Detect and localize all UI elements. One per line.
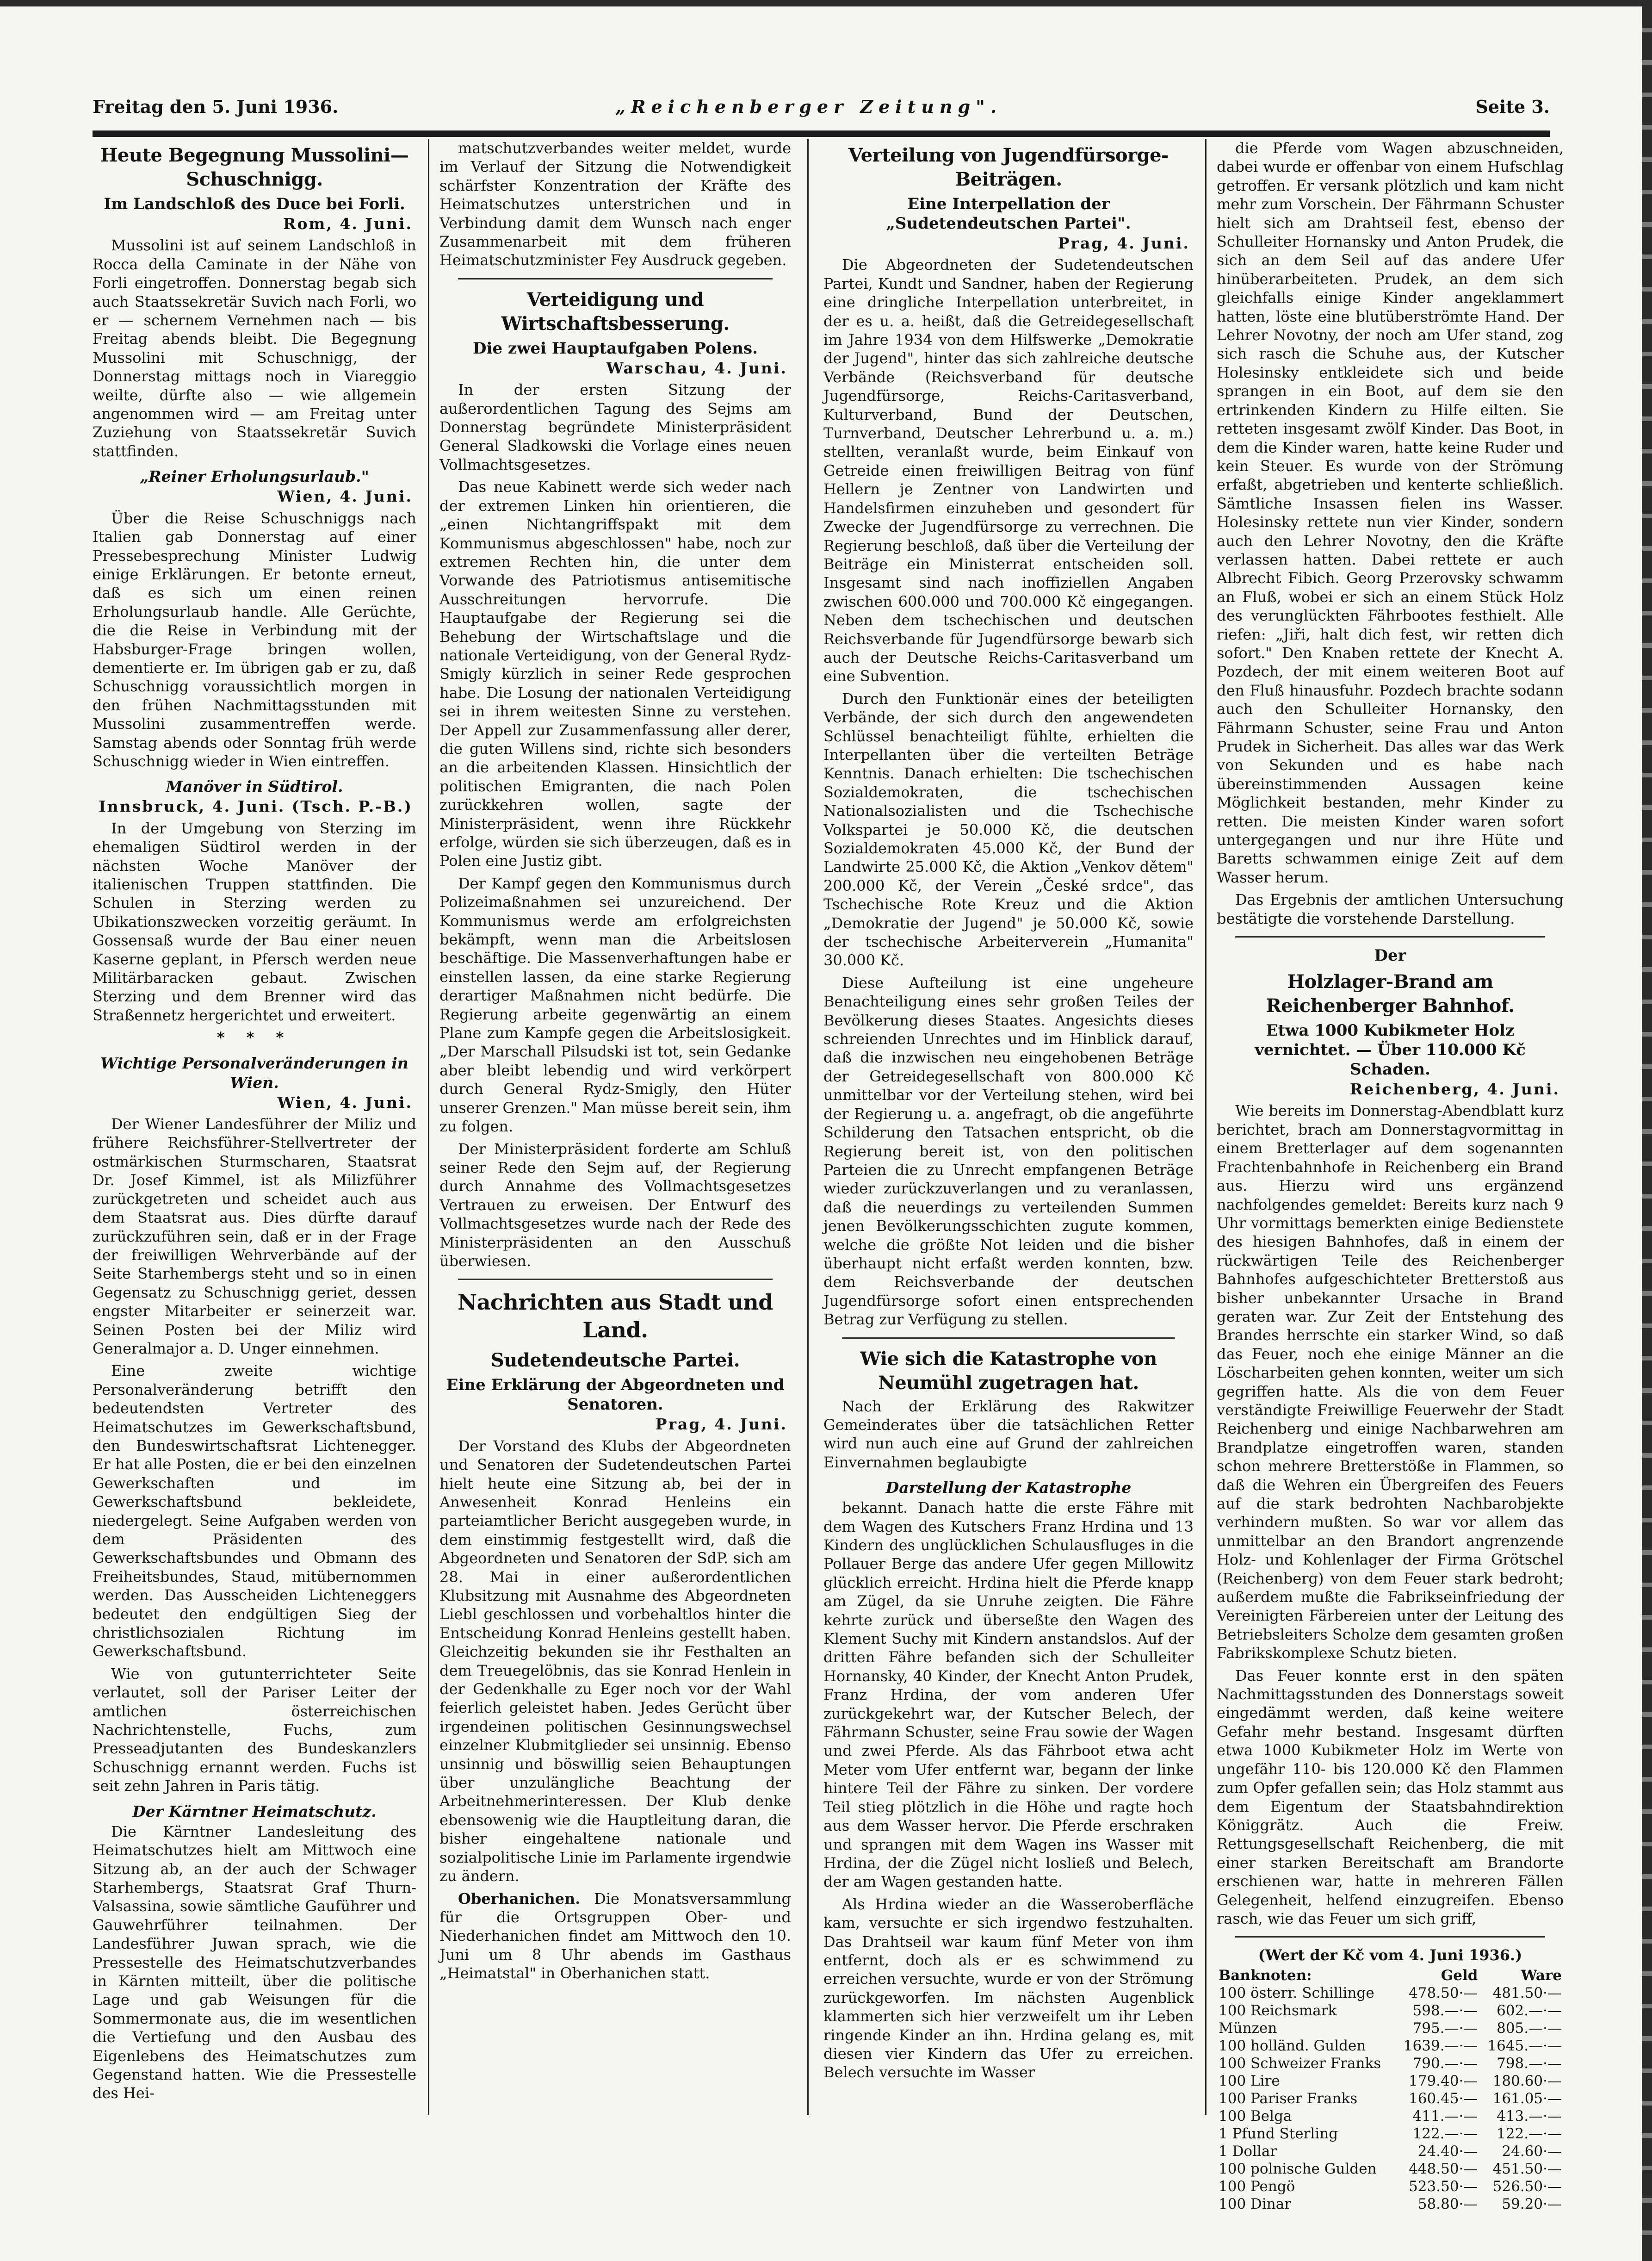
rate-buy: 790.—·— (1412, 2055, 1478, 2072)
rate-sell: 526.50·— (1492, 2178, 1562, 2195)
currency-name: 100 Pariser Franks (1219, 2090, 1358, 2107)
article-dateline: Wien, 4. Juni. (277, 1093, 413, 1112)
article-paragraph: Mussolini ist auf seinem Landschloß in Rocca della Caminate in der Nähe von Forli eingetroffen. Donnerstag begab sich auch Staatssekretär Suvich nach Forli, wo er — schernem Vernehmen nach — bis Freitag abends bleibt. Die Begegnung Mussolini mit Schuschnigg, der Donnerstag mittags noch in Viareggio weilte, dürfte also — wie allgemein angenommen wird — am Freitag unter Zuziehung von Staatssekretär Suvich stattfinden. (93, 236, 416, 460)
exchange-rates-header: Ware (1521, 1967, 1562, 1984)
column-3 (823, 139, 1194, 2115)
article-dateline: Innsbruck, 4. Juni. (Tsch. P.-B.) (99, 797, 413, 816)
rate-sell: 805.—·— (1497, 2019, 1562, 2037)
section-heading: Nachrichten aus Stadt und Land. (458, 1290, 773, 1343)
rate-sell: 798.—·— (1497, 2055, 1562, 2072)
article-separator (1235, 1936, 1545, 1938)
article-paragraph: Das Ergebnis der amtlichen Untersuchung bestätigte die vorstehende Darstellung. (1217, 891, 1564, 927)
article-subheadline: Darstellung der Katastrophe (885, 1478, 1132, 1497)
exchange-rate-row (1217, 2107, 1564, 2125)
rate-buy: 160.45·— (1409, 2090, 1478, 2107)
article-paragraph: Der Wiener Landesführer der Miliz und frühere Reichsführer-Stellvertreter der ostmärkischen Sturmscharen, Staatsrat Dr. Josef Kimmel, ist als Milizführer zurückgetreten und scheidet auch aus dem Staatsrat aus. Dies dürfte darauf zurückzuführen sein, daß er in der Frage der freiwilligen Wehrverbände auf der Seite Starhembergs steht und so in einen Gegensatz zu Schuschnigg geriet, dessen engster Mitarbeiter er seinerzeit war. Seinen Posten bei der Miliz wird Generalmajor a. D. Unger einnehmen. (93, 1115, 416, 1357)
article-dateline: Wien, 4. Juni. (277, 487, 413, 506)
currency-name: 100 holländ. Gulden (1219, 2037, 1366, 2054)
article-paragraph: Eine zweite wichtige Personalveränderung betrifft den bedeutendsten Vertreter des Heimatschutzes im Gewerkschaftsbund, den Bundeswirtschaftsrat Lichtenegger. Er hat alle Posten, die er bei den einzelnen Gewerkschaften und im Gewerkschaftsbund bekleidete, niedergelegt. Seine Aufgaben werden von dem Präsidenten des Gewerkschaftsbundes und Obmann des Freiheitsbundes, Staud, mitübernommen werden. Das Ausscheiden Lichteneggers bedeutet den endgültigen Sieg der christlichsozialen Richtung im Gewerkschaftsbund. (93, 1362, 416, 1660)
rate-sell: 24.60·— (1502, 2143, 1562, 2160)
article-dateline: Reichenberg, 4. Juni. (1349, 1080, 1560, 1099)
article-dateline: Prag, 4. Juni. (1058, 234, 1190, 252)
article-paragraph: Der Vorstand des Klubs der Abgeordneten und Senatoren der Sudetendeutschen Partei hielt heute eine Sitzung ab, bei der in Anwesenheit Konrad Henleins ein parteiamtlicher Bericht ausgegeben wurde, in dem einstimmig festgestellt wird, daß die Abgeordneten und Senatoren der SdP. sich am 28. Mai in einer außerordentlichen Klubsitzung mit Ausnahme des Abgeordneten Liebl geschlossen und vorbehaltlos hinter die Entscheidung Konrad Henleins gestellt haben. Gleichzeitig bekunden sie ihr Festhalten an dem Treuegelöbnis, das sie Konrad Henlein in der Gedenkhalle zu Eger noch vor der Wahl feierlich geleistet haben. Jedes Gerücht über irgendeinen politischen Gesinnungswechsel einzelner Klubmitglieder sei unsinnig. Ebenso unsinnig und böswillig seien Behauptungen über unzulängliche Beachtung der Arbeitnehmerinteressen. Der Klub denke ebensowenig wie die Hauptleitung daran, die bisher eingehaltene nationale und sozialpolitische Linie im Parlamente irgendwie zu ändern. (439, 1437, 791, 1885)
article-subheadline: Etwa 1000 Kubikmeter Holz vernichtet. — Über 110.000 Kč Schaden. (1255, 1021, 1526, 1079)
rate-buy: 411.—·— (1412, 2107, 1478, 2124)
column-divider (807, 139, 809, 2115)
article-separator (458, 1279, 773, 1280)
article-paragraph: Nach der Erklärung des Rakwitzer Gemeinderates über die tatsächlichen Retter wird nun auch eine auf Grund der zahlreichen Einvernahmen beglaubigte (823, 1397, 1194, 1471)
article-paragraph: Die Abgeordneten der Sudetendeutschen Partei, Kundt und Sandner, haben der Regierung eine dringliche Interpellation unterbreitet, in der es u. a. heißt, daß die Getreidegesellschaft im Jahre 1934 von dem Hilfswerke „Demokratie der Jugend", hinter das sich zahlreiche deutsche Verbände (Reichsverband für deutsche Jugendfürsorge, Reichs-Caritasverband, Kulturverband, Bund der Deutschen, Turnverband, Deutscher Lehrerbund u. a. m.) stellten, veranlaßt wurde, beim Einkauf von Getreide einen freiwilligen Beitrag von fünf Hellern je Zentner von Landwirten und Handelsfirmen einzuheben und gesondert für Zwecke der Jugendfürsorge zu verrechnen. Die Regierung beschloß, daß über die Verteilung der Beiträge ein Ministerrat entscheiden soll. Insgesamt sind nach inoffiziellen Angaben zwischen 600.000 und 700.000 Kč eingegangen. Neben dem tschechischen und deutschen Reichsverbande für Jugendfürsorge bewarb sich auch der Deutsche Reichs-Caritasverband um eine Subvention. (823, 256, 1194, 685)
currency-name: Münzen (1219, 2019, 1277, 2037)
article-paragraph: Der Ministerpräsident forderte am Schluß seiner Rede den Sejm auf, der Regierung durch Annahme des Vollmachtsgesetzes Vertrauen zu erweisen. Der Entwurf des Vollmachtsgesetzes wurde nach der Rede des Ministerpräsidenten an den Ausschuß überwiesen. (439, 1140, 791, 1270)
article-paragraph: Wie bereits im Donnerstag-Abendblatt kurz berichtet, brach am Donnerstagvormittag in einem Bretterlager auf dem sogenannten Frachtenbahnhofe in Reichenberg ein Brand aus. Hierzu wird uns ergänzend nachfolgendes gemeldet: Bereits kurz nach 9 Uhr vormittags bemerkten einige Bedienstete des hiesigen Bahnhofes, daß in einem der rückwärtigen Teile des Reichenberger Bahnhofes aufgeschichteter Bretterstoß aus bisher unbekannter Ursache in Brand geraten war. Zur Zeit der Entstehung des Brandes herrschte ein starker Wind, so daß das Feuer, noch ehe einige Männer an die Löscharbeiten gehen konnten, weiter um sich gegriffen hatte. Als die von dem Feuer verständigte Freiwillige Feuerwehr der Stadt Reichenberg und einige Nachbarwehren am Brandplatze eingetroffen waren, standen schon mehrere Bretterstöße in Flammen, so daß die Wehren ein Übergreifen des Feuers auf die stark bedrohten Nachbarobjekte verhindern mußten. So war vor allem das unmittelbar an den Brandort angrenzende Holz- und Kohlenlager der Firma Grötschel (Reichenberg) von dem Feuer stark bedroht; außerdem mußte die Fabrikseinfriedung der Vereinigten Färbereien unter der Leitung des Betriebsleiters Scholze dem gesamten großen Fabrikskomplexe Schutz bieten. (1217, 1102, 1564, 1662)
rate-buy: 24.40·— (1417, 2143, 1478, 2160)
article-headline: Holzlager-Brand am Reichenberger Bahnhof. (1266, 971, 1515, 1017)
exchange-rate-row (1217, 2090, 1564, 2107)
rate-buy: 523.50·— (1409, 2178, 1478, 2195)
article-paragraph: Das Feuer konnte erst in den späten Nachmittagsstunden des Donnerstags soweit eingedämmt werden, daß keine weitere Gefahr mehr bestand. Insgesamt dürften etwa 1000 Kubikmeter Holz im Werte von ungefähr 110- bis 120.000 Kč den Flammen zum Opfer gefallen sein; das Holz stammt aus dem Eigentum der Staatsbahndirektion Königgrätz. Auch die Freiw. Rettungsgesellschaft Reichenberg, die mit einer starken Bereitschaft am Brandorte erschienen war, hatte in mehreren Fällen Gelegenheit, helfend einzugreifen. Ebenso rasch, wie das Feuer um sich griff, (1217, 1666, 1564, 1927)
article-paragraph: die Pferde vom Wagen abzuschneiden, dabei wurde er offenbar von einem Hufschlag getroffen. Er versank plötzlich und kam nicht mehr zum Vorschein. Der Fährmann Schuster hielt sich am Drahtseil fest, ebenso der Schulleiter Hornansky und Anton Prudek, die sich an dem Seil auf das andere Ufer hinüberarbeiteten. Prudek, an dem sich gleichfalls einige Kinder angeklammert hatten, löste eine blutüberströmte Hand. Der Lehrer Novotny, der noch am Ufer stand, zog sich rasch die Schuhe aus, der Kutscher Holesinsky entkleidete sich und beide sprangen in ein Boot, auf dem sie den ertrinkenden Kindern zu Hilfe eilten. Sie retteten insgesamt zwölf Kinder. Das Boot, in dem die Kinder waren, hatte keine Ruder und kein Steuer. Es wurde von der Strömung erfaßt, abgetrieben und kenterte schließlich. Sämtliche Insassen fielen ins Wasser. Holesinsky rettete nun vier Kinder, sondern auch den Lehrer Novotny, den die Kräfte verlassen hatten. Dabei rettete er auch Albrecht Fibich. Georg Przerovsky schwamm an Fluß, wobei er sich an einem Stück Holz des verunglückten Fährbootes festhielt. Alle riefen: „Jiři, halt dich fest, wir retten dich sofort." Den Knaben rettete der Knecht A. Pozdech, der mit einem weiteren Boot auf den Fluß hinausfuhr. Pozdech brachte sodann auch den Schulleiter Hornansky, den Fährmann Schuster, seine Frau und Anton Prudek in Sicherheit. Das alles war das Werk von Sekunden und es habe nach übereinstimmenden Aussagen keine Möglichkeit bestanden, mehr Kinder zu retten. Die meisten Kinder waren sofort untergegangen und nur ihre Hüte und Baretts schwammen einige Zeit auf dem Wasser herum. (1217, 139, 1564, 886)
rate-sell: 122.—·— (1497, 2125, 1562, 2142)
rate-sell: 161.05·— (1492, 2090, 1562, 2107)
article-paragraph: Die Kärntner Landesleitung des Heimatschutzes hielt am Mittwoch eine Sitzung ab, an der auch der Schwager Starhembergs, Staatsrat Graf Thurn-Valsassina, sowie sämtliche Gauführer und Gauwehrführer teilnahmen. Der Landesführer Juwan sprach, wie die Pressestelle des Heimatschutzverbandes in Kärnten mitteilt, über die politische Lage und gab Weisungen für die Sommermonate aus, die im wesentlichen die Vertiefung und den Ausbau des Eigenlebens des Heimatschutzes zum Gegenstand hatten. Wie die Pressestelle des Hei- (93, 1822, 416, 2102)
rate-buy: 448.50·— (1409, 2160, 1478, 2177)
exchange-rate-row (1217, 2178, 1564, 2195)
article-kicker: Der (1374, 946, 1406, 965)
article-subheadline: Die zwei Hauptaufgaben Polens. (473, 339, 758, 358)
currency-name: 100 Dinar (1219, 2195, 1292, 2212)
exchange-rates-header-row (1217, 1967, 1564, 1984)
currency-name: 100 Reichsmark (1219, 2002, 1337, 2019)
article-headline: Verteidigung und Wirtschaftsbesserung. (501, 288, 730, 335)
rate-buy: 478.50·— (1409, 1984, 1478, 2001)
rate-buy: 1639.—·— (1403, 2037, 1478, 2054)
article-paragraph: In der ersten Sitzung der außerordentlichen Tagung des Sejms am Donnerstag begründete Ministerpräsident General Sladkowski die Vorlage eines neuen Vollmachtsgesetzes. (439, 381, 791, 473)
article-paragraph: Diese Aufteilung ist eine ungeheure Benachteiligung eines sehr großen Teiles der Bevölkerung dieses Staates. Angesichts dieses schreienden Unrechtes und im Hinblick darauf, daß die inzwischen neu eingehobenen Beträge der Getreidegesellschaft von 800.000 Kč unmittelbar vor der Verteilung stehen, wird bei der Regierung u. a. angefragt, ob die angeführte Schilderung den Tatsachen entspricht, ob die Regierung bereit ist, von den politischen Parteien die zu Unrecht empfangenen Beträge wieder zurückzuverlangen und zu veranlassen, daß die neuerdings zu verteilenden Summen jenen Bevölkerungsschichten zugute kommen, welche die größte Not leiden und die bisher überhaupt nicht erfaßt werden konnten, bzw. dem Reichsverbande der deutschen Jugendfürsorge sofort einen entsprechenden Betrag zur Verfügung zu stellen. (823, 974, 1194, 1329)
rate-buy: 58.80·— (1417, 2195, 1478, 2212)
currency-name: 100 Schweizer Franks (1219, 2055, 1381, 2072)
rate-buy: 795.—·— (1412, 2019, 1478, 2037)
rate-sell: 413.—·— (1497, 2107, 1562, 2124)
rate-sell: 180.60·— (1492, 2072, 1562, 2089)
currency-name: 100 polnische Gulden (1219, 2160, 1377, 2177)
exchange-rate-row (1217, 2125, 1564, 2143)
article-paragraph: Der Kampf gegen den Kommunismus durch Polizeimaßnahmen sei unzureichend. Der Kommunismus werde am erfolgreichsten bekämpft, wenn man die Arbeitslosen beschäftige. Die Massenverhaftungen habe er einstellen lassen, da eine starke Regierung derartiger Maßnahmen nicht bedürfe. Die Regierung arbeite gegenwärtig an einem Plane zum Kampfe gegen die Arbeitslosigkeit. „Der Marschall Pilsudski ist tot, sein Gedanke aber bleibt lebendig und wird verkörpert durch General Rydz-Smigly, den Hüter unserer Grenzen." Man müsse bereit sein, ihm zu folgen. (439, 874, 791, 1136)
exchange-rate-row (1217, 1984, 1564, 2002)
column-divider (428, 139, 429, 2115)
rate-sell: 59.20·— (1502, 2195, 1562, 2212)
column-divider (1205, 139, 1207, 2115)
article-headline: Wie sich die Katastrophe von Neumühl zugetragen hat. (860, 1348, 1157, 1394)
rate-sell: 602.—·— (1497, 2002, 1562, 2019)
currency-name: 100 Belga (1219, 2107, 1292, 2124)
exchange-rate-row (1217, 2072, 1564, 2090)
exchange-rate-row (1217, 2037, 1564, 2055)
exchange-rates-title: (Wert der Kč vom 4. Juni 1936.) (1258, 1946, 1522, 1964)
rate-buy: 122.—·— (1412, 2125, 1478, 2142)
currency-name: 1 Dollar (1219, 2143, 1277, 2160)
rate-sell: 1645.—·— (1487, 2037, 1562, 2054)
currency-name: 100 Lire (1219, 2072, 1280, 2089)
page-header (93, 96, 1550, 125)
rate-buy: 598.—·— (1412, 2002, 1478, 2019)
rate-buy: 179.40·— (1409, 2072, 1478, 2089)
article-dateline: Prag, 4. Juni. (655, 1415, 787, 1434)
article-subheadline: Im Landschloß des Duce bei Forli. (104, 195, 405, 213)
article-dateline: Rom, 4. Juni. (283, 215, 413, 233)
article-separator (458, 278, 773, 280)
currency-name: 1 Pfund Sterling (1219, 2125, 1338, 2142)
article-paragraph: In der Umgebung von Sterzing im ehemaligen Südtirol werden in der nächsten Woche Manöver der italienischen Truppen stattfinden. Die Schulen in Sterzing werden zu Ubikationszwecken vorzeitig geräumt. In Gossensaß wurde der Bau einer neuen Kaserne geplant, in Pfersch werden neue Militärbaracken gebaut. Zwischen Sterzing und dem Brenner wird das Straßennetz hergerichtet und erweitert. (93, 819, 416, 1024)
exchange-rate-row (1217, 2143, 1564, 2160)
currency-name: 100 österr. Schillinge (1219, 1984, 1374, 2001)
currency-name: 100 Pengö (1219, 2178, 1295, 2195)
article-headline: „Reiner Erholungsurlaub." (140, 467, 369, 486)
exchange-rates-header: Geld (1441, 1967, 1478, 1984)
scan-right-edge (1642, 0, 1652, 2261)
local-news-lead: Oberhanichen. (458, 1889, 581, 1907)
article-paragraph: bekannt. Danach hatte die erste Fähre mit dem Wagen des Kutschers Franz Hrdina und 13 Kindern des unglücklichen Schulausfluges in die Pollauer Berge das andere Ufer gegen Millowitz glücklich erreicht. Hrdina hielt die Pferde knapp am Zügel, da sie Unruhe zeigten. Die Fähre kehrte zurück und überseßte den Wagen des Klement Suchy mit Kindern anstandslos. Auf der dritten Fähre befanden sich der Schulleiter Hornansky, 40 Kinder, der Knecht Anton Prudek, Franz Hrdina, der vom anderen Ufer zurückgekehrt war, der Kutscher Belech, der Fährmann Schuster, seine Frau sowie der Wagen und zwei Pferde. Als das Fährboot etwa acht Meter vom Ufer entfernt war, begann der linke hintere Teil der Fähre zu sinken. Der vordere Teil stieg plötzlich in die Höhe und ragte hoch aus dem Wasser hervor. Die Pferde erschraken und sprangen mit dem Wagen ins Wasser mit Hrdina, der die Zügel nicht losließ und Belech, der am Wagen gestanden hatte. (823, 1499, 1194, 1891)
header-page-number: Seite 3. (1475, 96, 1550, 117)
article-subheadline: Eine Erklärung der Abgeordneten und Senatoren. (446, 1376, 785, 1414)
article-paragraph: Als Hrdina wieder an die Wasseroberfläche kam, versuchte er sich irgendwo festzuhalten. Das Drahtseil war kaum fünf Meter von ihm entfernt, doch als er es schwimmend zu erreichen versuchte, wurde er von der Strömung zurückgeworfen. Im nächsten Augenblick klammerten sich hier verzweifelt um ihr Leben ringende Kinder an ihn. Hrdina gelang es, mit diesen vier Kindern das Ufer zu erreichen. Belech versuchte im Wasser (823, 1895, 1194, 2081)
exchange-rate-row (1217, 2160, 1564, 2178)
section-separator-stars: * * * (217, 1029, 292, 1047)
exchange-rate-row (1217, 2195, 1564, 2213)
exchange-rate-row (1217, 2002, 1564, 2019)
header-date: Freitag den 5. Juni 1936. (93, 96, 339, 117)
article-paragraph: Wie von gutunterrichteter Seite verlautet, soll der Pariser Leiter der amtlichen österreichischen Nachrichtenstelle, Fuchs, zum Presseadjutanten des Bundeskanzlers Schuschnigg ernannt werden. Fuchs ist seit zehn Jahren in Paris tätig. (93, 1665, 416, 1795)
article-separator (1235, 936, 1545, 938)
exchange-rates-body (1217, 1984, 1564, 2213)
scan-top-edge (0, 0, 1652, 6)
exchange-rates-table (1217, 1967, 1564, 2213)
article-headline: Der Kärntner Heimatschutz. (132, 1802, 377, 1820)
exchange-rate-row (1217, 2055, 1564, 2072)
column-4 (1217, 139, 1564, 2212)
rate-sell: 481.50·— (1492, 1984, 1562, 2001)
header-title: „Reichenberger Zeitung". (615, 96, 1002, 117)
local-news-text: Die Monatsversammlung für die Ortsgruppen Ober- und Niederhanichen findet am Mittwoch den 10. Juni um 8 Uhr abends im Gasthaus „Heimatstal" in Oberhanichen statt. (439, 1889, 792, 1982)
article-headline: Verteilung von Jugendfürsorge-Beiträgen. (848, 144, 1169, 190)
article-headline: Heute Begegnung Mussolini—Schuschnigg. (100, 144, 409, 190)
article-dateline: Warschau, 4. Juni. (606, 359, 787, 377)
article-headline: Manöver in Südtirol. (166, 777, 343, 796)
column-1 (93, 139, 416, 2115)
rate-sell: 451.50·— (1492, 2160, 1562, 2177)
exchange-rate-row (1217, 2019, 1564, 2037)
article-paragraph: Das neue Kabinett werde sich weder nach der extremen Linken hin orientieren, die „einen Nichtangriffspakt mit dem Kommunismus abgeschlossen" habe, noch zur extremen Rechten hin, die unter dem Vorwande des Patriotismus antisemitische Ausschreitungen hervorrufe. Die Hauptaufgabe der Regierung sei die Behebung der Wirtschaftslage und die nationale Verteidigung, von der General Rydz-Smigly kürzlich in seiner Rede gesprochen habe. Die Losung der nationalen Verteidigung sei in ihrem weitesten Sinne zu verstehen. Der Appell zur Zusammenfassung aller derer, die guten Willens sind, richte sich besonders an die arbeitenden Klassen. Hinsichtlich der politischen Emigranten, die nach Polen zurückkehren wollen, sagte der Ministerpräsident, wenn ihre Rückkehr erfolge, würden sie sich überzeugen, daß es in Polen eine Justiz gibt. (439, 478, 791, 870)
article-headline: Wichtige Personalveränderungen in Wien. (100, 1054, 408, 1092)
article-paragraph: Über die Reise Schuschniggs nach Italien gab Donnerstag auf einer Pressebesprechung Minister Ludwig einige Erklärungen. Er betonte erneut, daß es sich um einen reinen Erholungsurlaub handle. Alle Gerüchte, die die Reise in Verbindung mit der Habsburger-Frage bringen wollen, dementierte er. Im übrigen gab er zu, daß Schuschnigg voraussichtlich morgen in den frühen Nachmittagsstunden mit Mussolini zusammentreffen werde. Samstag abends oder Sonntag früh werde Schuschnigg wieder in Wien eintreffen. (93, 509, 416, 770)
article-paragraph (439, 1889, 791, 1983)
article-subheadline: Eine Interpellation der „Sudetendeutschen Partei". (886, 195, 1131, 233)
article-separator (842, 1337, 1175, 1339)
article-paragraph: Durch den Funktionär eines der beteiligten Verbände, der sich durch den angewendeten Schlüssel benachteiligt fühlte, erhielten die Interpellanten über die verteilten Beträge Kenntnis. Danach erhielten: Die tschechischen Sozialdemokraten, die tschechischen Nationalsozialisten und die Tschechische Volkspartei je 50.000 Kč, die deutschen Sozialdemokraten 45.000 Kč, der Bund der Landwirte 25.000 Kč, die Aktion „Venkov dětem" 200.000 Kč, der Verein „České srdce", das Tschechische Rote Kreuz und die Aktion „Demokratie der Jugend" je 50.000 Kč, sowie der tschechische Arbeiterverein „Humanita" 30.000 Kč. (823, 689, 1194, 969)
column-2 (439, 139, 791, 2115)
article-paragraph: matschutzverbandes weiter meldet, wurde im Verlauf der Sitzung die Notwendigkeit schärfster Konzentration der Kräfte des Heimatschutzes unterstrichen und in Verbindung damit dem Wunsch nach enger Zusammenarbeit mit dem früheren Heimatschutzminister Fey Ausdruck gegeben. (439, 139, 791, 269)
header-rule (93, 130, 1550, 137)
exchange-rates-header: Banknoten: (1219, 1967, 1312, 1984)
article-headline: Sudetendeutsche Partei. (490, 1349, 740, 1372)
